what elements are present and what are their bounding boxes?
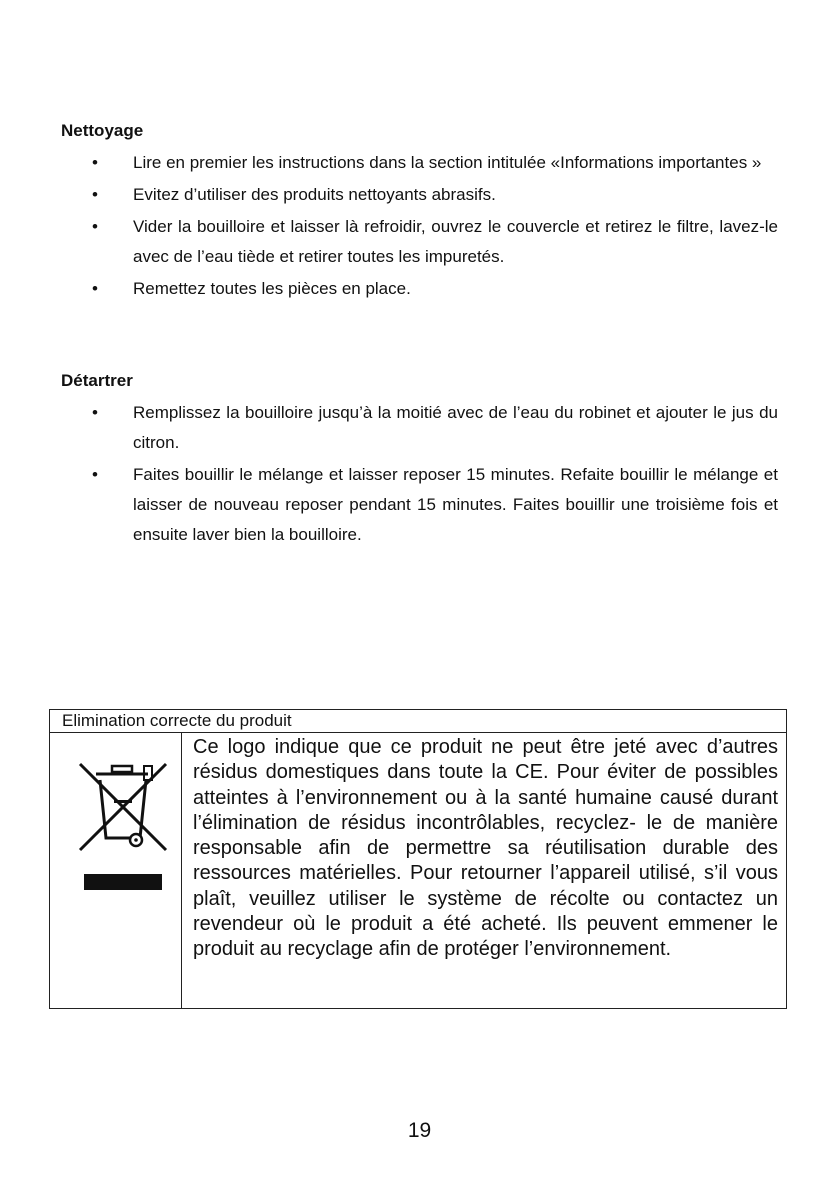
list-item-text: Remettez toutes les pièces en place. [133, 279, 411, 298]
disposal-text: Ce logo indique que ce produit ne peut être jeté avec d’autres résidus domestiques dans toute la CE. Pour éviter de possibles atteintes à l’environnement ou à la santé humaine causé durant l’élimination de résidus incontrôlables, recyclez- le de manière responsable afin de permettre sa réutilisation durable des ressources matérielles. Pour retourner l’appareil utilisé, s’il vous plaît, veuillez utiliser le système de récolte ou contactez un revendeur où le produit a été acheté. Ils peuvent emmener le produit au recyclage afin de protéger l’environnement. [193, 736, 778, 961]
bullet-icon: • [92, 153, 98, 172]
descaling-title: Détartrer [61, 371, 133, 390]
list-item [0, 274, 839, 304]
divider [181, 733, 182, 1009]
list-item-text: Faites bouillir le mélange et laisser reposer 15 minutes. Refaite bouillir le mélange et laisser de nouveau reposer pendant 15 minutes. Faites bouillir une troisième fois et ensuite laver bien la bouilloire. [133, 465, 778, 544]
list-item-text: Vider la bouilloire et laisser là refroidir, ouvrez le couvercle et retirez le filtre, lavez-le avec de l’eau tiède et retirer toutes les impuretés. [133, 217, 778, 266]
list-item-text: Remplissez la bouilloire jusqu’à la moitié avec de l’eau du robinet et ajouter le jus du citron. [133, 403, 778, 452]
bullet-icon: • [92, 217, 98, 236]
list-item [0, 180, 839, 210]
list-item [0, 398, 839, 458]
page-number: 19 [407, 1119, 432, 1142]
list-item-text: Evitez d’utiliser des produits nettoyants abrasifs. [133, 185, 496, 204]
bullet-icon: • [92, 465, 98, 484]
bullet-icon: • [92, 403, 98, 422]
cleaning-list [0, 148, 839, 306]
bullet-icon: • [92, 185, 98, 204]
bullet-icon: • [92, 279, 98, 298]
cleaning-title: Nettoyage [61, 121, 144, 140]
list-item [0, 212, 839, 272]
list-item [0, 460, 839, 550]
list-item-text: Lire en premier les instructions dans la section intitulée «Informations importantes » [133, 153, 762, 172]
descaling-list [0, 398, 839, 552]
disposal-header: Elimination correcte du produit [50, 710, 786, 733]
disposal-box [49, 709, 787, 1009]
list-item [0, 148, 839, 178]
crossed-out-wheelie-bin-icon [74, 752, 174, 902]
